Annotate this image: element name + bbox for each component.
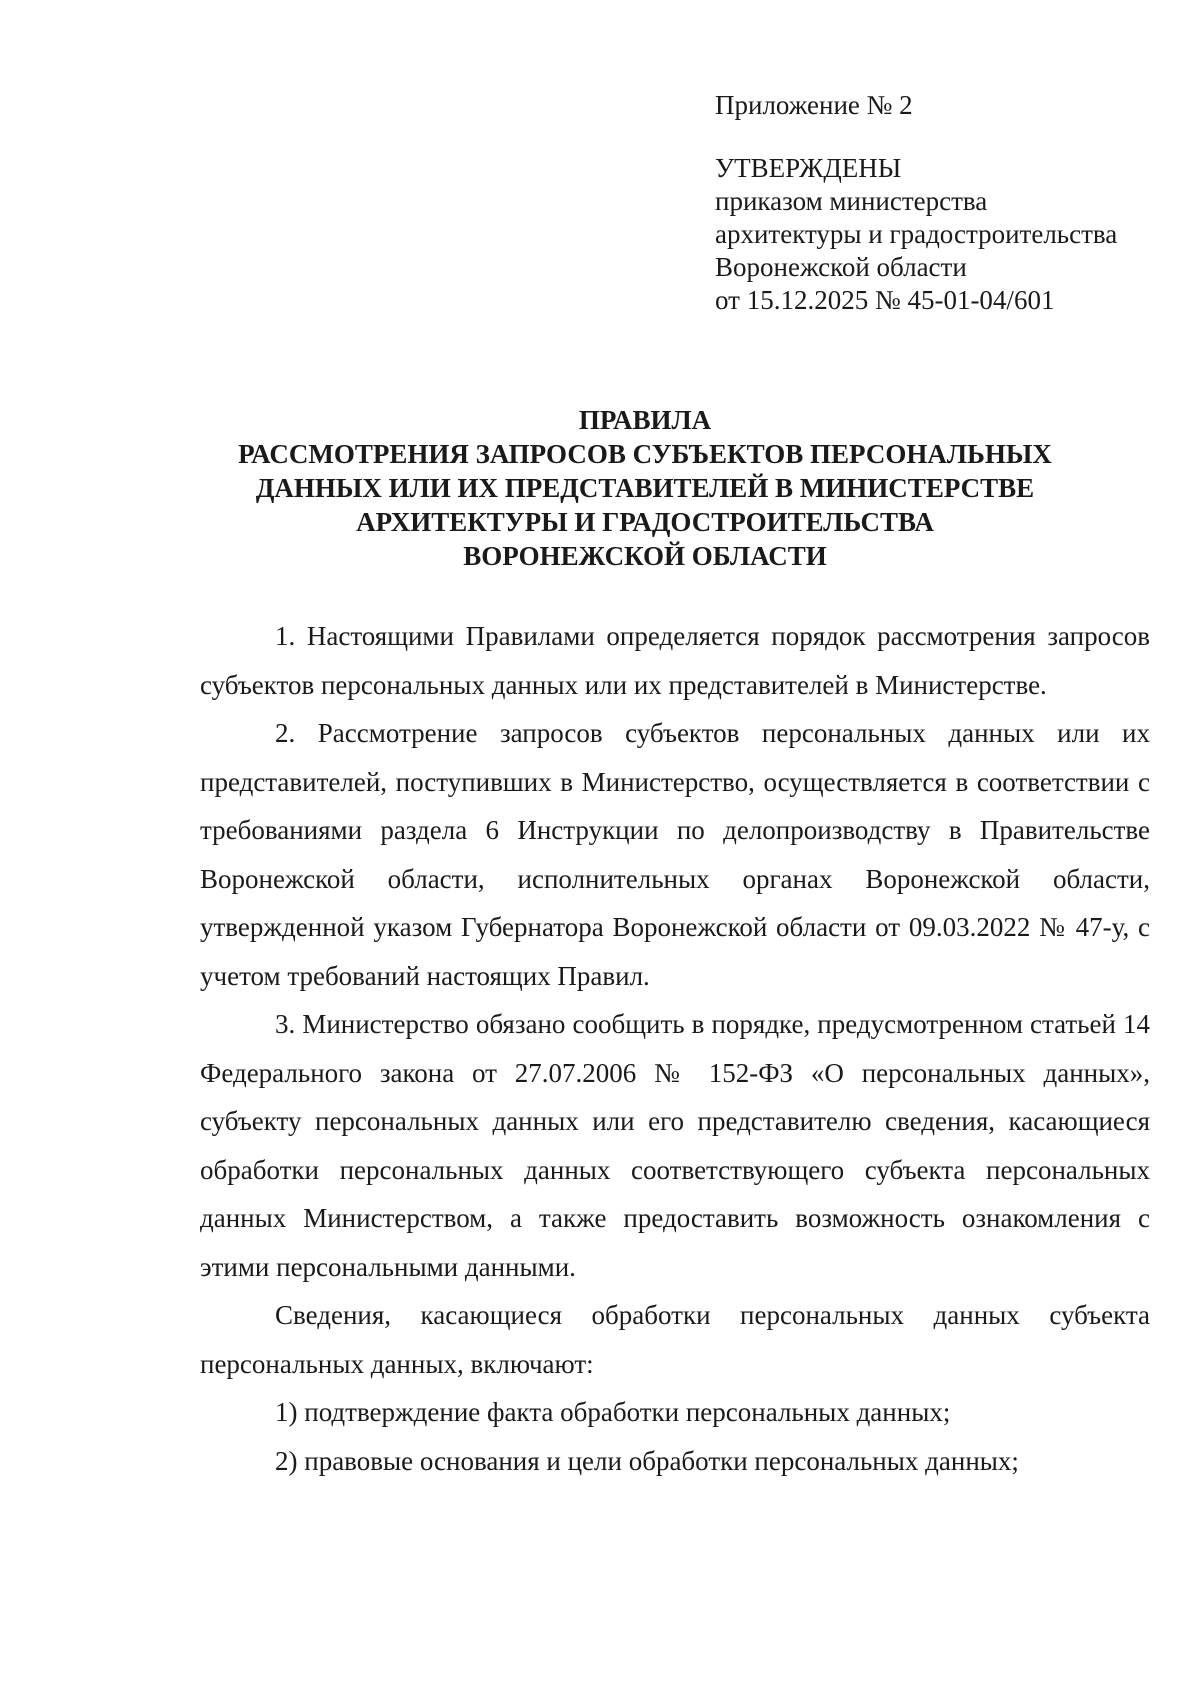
approved-heading: УТВЕРЖДЕНЫ bbox=[715, 153, 902, 183]
paragraph-info-intro: Сведения, касающиеся обработки персональных данных субъекта персональных данных, включают: bbox=[200, 1300, 1150, 1379]
title-line: ПРАВИЛА bbox=[578, 405, 712, 435]
approved-line: архитектуры и градостроительства bbox=[715, 219, 1118, 249]
title-line: АРХИТЕКТУРЫ И ГРАДОСТРОИТЕЛЬСТВА bbox=[356, 507, 934, 537]
list-item-1: 1) подтверждение факта обработки персональных данных; bbox=[275, 1397, 951, 1427]
approval-block bbox=[715, 152, 1117, 317]
approved-line: приказом министерства bbox=[715, 186, 988, 216]
appendix-label: Приложение № 2 bbox=[715, 90, 913, 120]
title-line: РАССМОТРЕНИЯ ЗАПРОСОВ СУБЪЕКТОВ ПЕРСОНАЛЬНЫХ bbox=[238, 439, 1052, 469]
paragraph-3: 3. Министерство обязано сообщить в порядке, предусмотренном статьей 14 Федерального закона от 27.07.2006 № 152-ФЗ «О персональных данных», субъекту персональных данных или его представителю сведения, касающиеся обработки персональных данных соответствующего субъекта персональных данных Министерством, а также предоставить возможность ознакомления с этими персональными данными. bbox=[200, 1009, 1150, 1282]
approved-line: Воронежской области bbox=[715, 252, 967, 282]
paragraph-1: 1. Настоящими Правилами определяется порядок рассмотрения запросов субъектов персональных данных или их представителей в Министерстве. bbox=[200, 621, 1150, 700]
title-line: ВОРОНЕЖСКОЙ ОБЛАСТИ bbox=[463, 541, 827, 571]
title-line: ДАННЫХ ИЛИ ИХ ПРЕДСТАВИТЕЛЕЙ В МИНИСТЕРСТВЕ bbox=[255, 473, 1035, 503]
document-title bbox=[200, 403, 1090, 573]
list-item-2: 2) правовые основания и цели обработки персональных данных; bbox=[275, 1445, 1019, 1476]
approved-line: от 15.12.2025 № 45-01-04/601 bbox=[715, 285, 1055, 315]
document-body bbox=[200, 612, 1150, 1485]
paragraph-2: 2. Рассмотрение запросов субъектов персональных данных или их представителей, поступивших в Министерство, осуществляется в соответствии с требованиями раздела 6 Инструкции по делопроизводству в Правительстве Воронежской области, исполнительных органах Воронежской области, утвержденной указом Губернатора Воронежской области от 09.03.2022 № 47-у, с учетом требований настоящих Правил. bbox=[200, 718, 1150, 991]
